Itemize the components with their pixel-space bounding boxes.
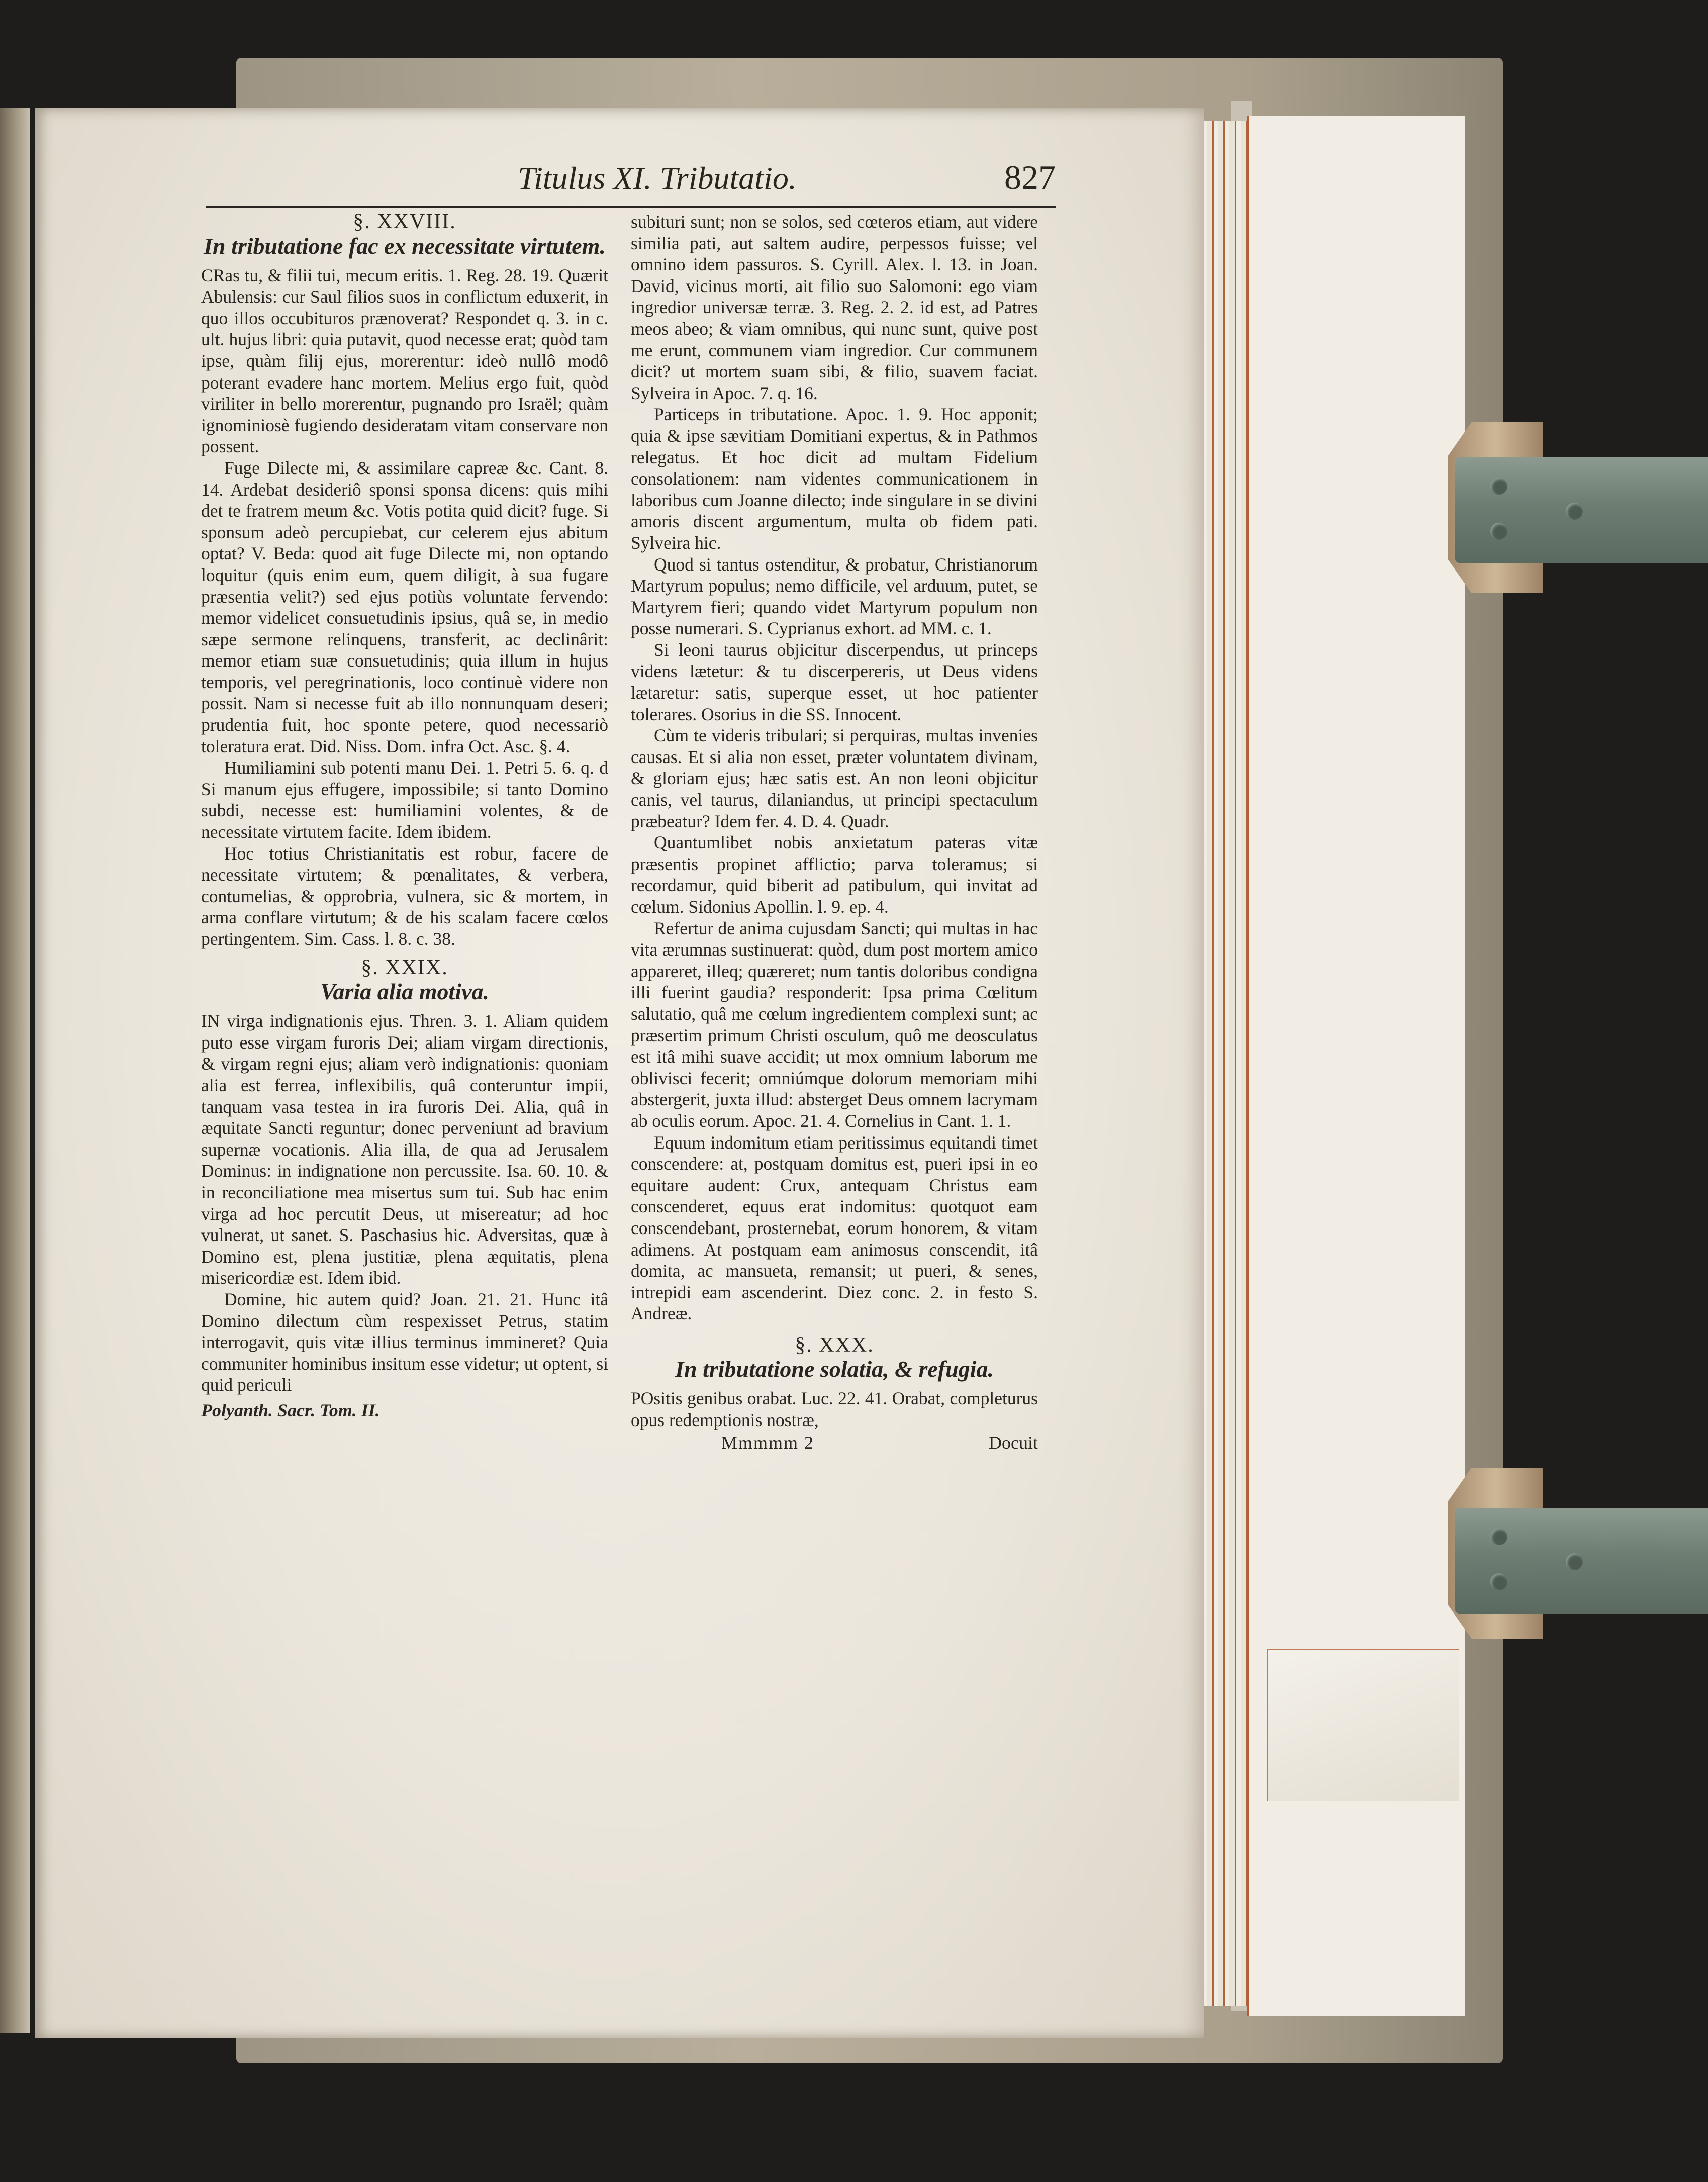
leaf-fold-corner	[1267, 1649, 1459, 1801]
clasp-rivet	[1490, 1573, 1507, 1590]
paragraph: Domine, hic autem quid? Joan. 21. 21. Hunc itâ Domino dilectum cùm respexisset Petrus, statim interrogavit, quis vitæ illius terminus immineret? Quia communiter hominibus insitum esse videtur; ut optent, si quid periculi	[201, 1289, 608, 1395]
section-number: §. XXIX.	[361, 956, 448, 979]
section-title: Varia alia motiva.	[320, 979, 490, 1005]
clasp-rivet	[1490, 478, 1507, 495]
catchword: Docuit	[989, 1432, 1038, 1453]
right-column	[631, 211, 1038, 1453]
lower-clasp-strap	[1455, 1508, 1708, 1614]
paragraph: Cùm te videris tribulari; si perquiras, multas invenies causas. Et si alia non esset, præter voluntatem divinam, & gloriam ejus; hæc satis est. An non leoni objicitur canis, vel taurus, dilaniandus, ut principi spectaculum præbeatur? Idem fer. 4. D. 4. Quadr.	[631, 725, 1038, 831]
left-column	[201, 211, 608, 1421]
paragraph: Hoc totius Christianitatis est robur, facere de necessitate virtutem; & pœnalitates, & verbera, contumelias, & opprobria, vulnera, sic & mortem, in arma conflare virtutum; & de his scalam facere cœlos pertingentem. Sim. Cass. l. 8. c. 38.	[201, 843, 608, 949]
running-title: Titulus XI. Tributatio.	[518, 160, 797, 196]
signature-mark: Mmmmm 2	[721, 1432, 815, 1453]
paragraph: Humiliamini sub potenti manu Dei. 1. Petri 5. 6. q. d Si manum ejus effugere, impossibile; si tanto Domino subdi, necesse est: humiliamini volentes, & de necessitate virtutem facite. Idem ibidem.	[201, 757, 608, 842]
page-footer	[631, 1432, 1038, 1454]
paragraph: Particeps in tributatione. Apoc. 1. 9. Hoc apponit; quia & ipse sævitiam Domitiani expertus, & in Pathmos relegatus. Et hoc dicit ad multam Fidelium consolationem: nam videntes communicationem in laboribus cum Joanne dilecto; inde singulare in se divini amoris discent argumentum, multa ob fidem pati. Sylveira hic.	[631, 404, 1038, 553]
clasp-rivet	[1490, 523, 1507, 540]
footer-title: Polyanth. Sacr. Tom. II.	[201, 1400, 380, 1420]
page-number: 827	[1004, 158, 1056, 197]
paragraph: POsitis genibus orabat. Luc. 22. 41. Orabat, completurus opus redemptionis nostræ,	[631, 1388, 1038, 1431]
paragraph: CRas tu, & filii tui, mecum eritis. 1. Reg. 28. 19. Quærit Abulensis: cur Saul filios suos in conflictum eduxerit, in quo illos occubituros prænoverat? Respondet q. 3. in c. ult. hujus libri: quia putavit, quod necesse erat; quòd tam ipse, quàm filij ejus, morerentur: ideò nullô modô poterant evadere hanc mortem. Melius ergo fuit, quòd viriliter in bello morerentur, pugnando pro Israël; quàm ignominiosè fugiendo desideratam vitam conservare non possent.	[201, 265, 608, 457]
paragraph: IN virga indignationis ejus. Thren. 3. 1. Aliam quidem puto esse virgam furoris Dei; aliam virgam directionis, & virgam regni ejus; aliam verò indignationis: quoniam alia est ferrea, inflexibilis, quâ conteruntur impii, tanquam vasa testea in ira furoris Dei. Alia, quâ in æquitate Sancti reguntur; donec perveniunt ad bravium supernæ vocationis. Alia illa, de qua ad Jerusalem Dominus: in indignatione non percussite. Isa. 60. 10. & in reconciliatione mea misertus sum tui. Sub hac enim virga ad hoc percutit Deus, ut misereatur; ad hoc vulnerat, ut sanet. S. Paschasius hic. Adversitas, quæ à Domino est, plena justitiæ, plena æquitatis, plena misericordiæ est. Idem ibid.	[201, 1011, 608, 1288]
paragraph: Equum indomitum etiam peritissimus equitandi timet conscendere: at, postquam domitus est, pueri ipsi in eo equitare audent: Crux, antequam Christus eam conscenderet, equus erat indomitus: quotquot eam conscendebant, prosternebat, eorum honorem, & vitam adimens. At postquam eam animosus conscendit, itâ domita, ac mansueta, remansit; ut pueri, & senes, intrepidi eam ascenderint. Diez conc. 2. in festo S. Andreæ.	[631, 1132, 1038, 1324]
clasp-rivet	[1490, 1528, 1507, 1545]
page-edges	[1196, 121, 1247, 2006]
page-header	[206, 151, 1056, 208]
paragraph: Fuge Dilecte mi, & assimilare capreæ &c. Cant. 8. 14. Ardebat desideriô sponsi sponsa dicens: quis mihi det te fratrem meum &c. Votis potita quid dicit? fuge. Si sponsum adeò percupiebat, cur celerem ejus abitum optat? V. Beda: quod ait fuge Dilecte mi, non optando loquitur (quis enim eum, quem diligit, à sua fugare præsentia velit?) sed ejus potiùs voluntate fervendo: memor videlicet consuetudinis ipsius, quâ se, in medio sæpe sermone relinquens, transferit, ac declinârit: memor etiam suæ consuetudinis; quia illum in hujus temporis, vel peregrinationis, loco continuè videre non possit. Nam si necesse fuit ab illo nonnunquam deseri; prudentia fuit, hoc sponte petere, quod necessariò toleratura erat. Did. Niss. Dom. infra Oct. Asc. §. 4.	[201, 457, 608, 756]
upper-clasp-strap	[1455, 457, 1708, 563]
paragraph: subituri sunt; non se solos, sed cœteros etiam, aut videre similia pati, aut saltem audire, perpessos fuisse; vel omnino idem passuros. S. Cyrill. Alex. l. 13. in Joan. David, vicinus morti, ait filio suo Salomoni: ego viam ingredior universæ terræ. 3. Reg. 2. 2. id est, ad Patres meos abeo; & viam omnibus, qui nunc sunt, quive post me erunt, communem viam ingredior. Cur communem dicit? ut mortem suam sibi, & filio, suavem faciat. Sylveira in Apoc. 7. q. 16.	[631, 212, 1038, 403]
clasp-rivet	[1566, 1553, 1583, 1570]
section-number: §. XXVIII.	[353, 210, 456, 233]
paragraph: Quod si tantus ostenditur, & probatur, Christianorum Martyrum populus; nemo difficile, vel arduum, putet, se Martyrem fieri; quando videt Martyrum populum non posse numerari. S. Cyprianus exhort. ad MM. c. 1.	[631, 554, 1038, 639]
section-title: In tributatione fac ex necessitate virtutem.	[204, 233, 606, 259]
paragraph: Refertur de anima cujusdam Sancti; qui multas in hac vita ærumnas sustinuerat: quòd, dum post mortem amico appareret, illeq; quæreret; num tantis doloribus condigna illi fuerint gaudia? responderit: Ipsa prima Cœlitum salutatio, quâ me cœlum ingredientem complexi sunt; ac præsertim primum Christi osculum, quô me deosculatus est itâ mihi suave accidit; ut mox omnium laborum me oblivisci fecerit; omniúmque dolorum memoriam mihi abstergerit, juxta illud: absterget Deus omnem lacrymam ab oculis eorum. Apoc. 21. 4. Cornelius in Cant. 1. 1.	[631, 918, 1038, 1131]
previous-page-edge	[0, 108, 30, 2033]
section-title: In tributatione solatia, & refugia.	[675, 1356, 994, 1382]
paragraph: Si leoni taurus objicitur discerpendus, ut princeps videns lætetur: & tu discerpereris, ut Deus videns lætaretur: satis, superque esset, ut hoc patienter tolerares. Osorius in die SS. Innocent.	[631, 639, 1038, 724]
section-number: §. XXX.	[795, 1333, 874, 1357]
paragraph: Quantumlibet nobis anxietatum pateras vitæ præsentis propinet afflictio; parva toleramus; si recordamur, quid biberit ad patibulum, qui invitat ad cœlum. Sidonius Apollin. l. 9. ep. 4.	[631, 832, 1038, 917]
clasp-rivet	[1566, 503, 1583, 520]
